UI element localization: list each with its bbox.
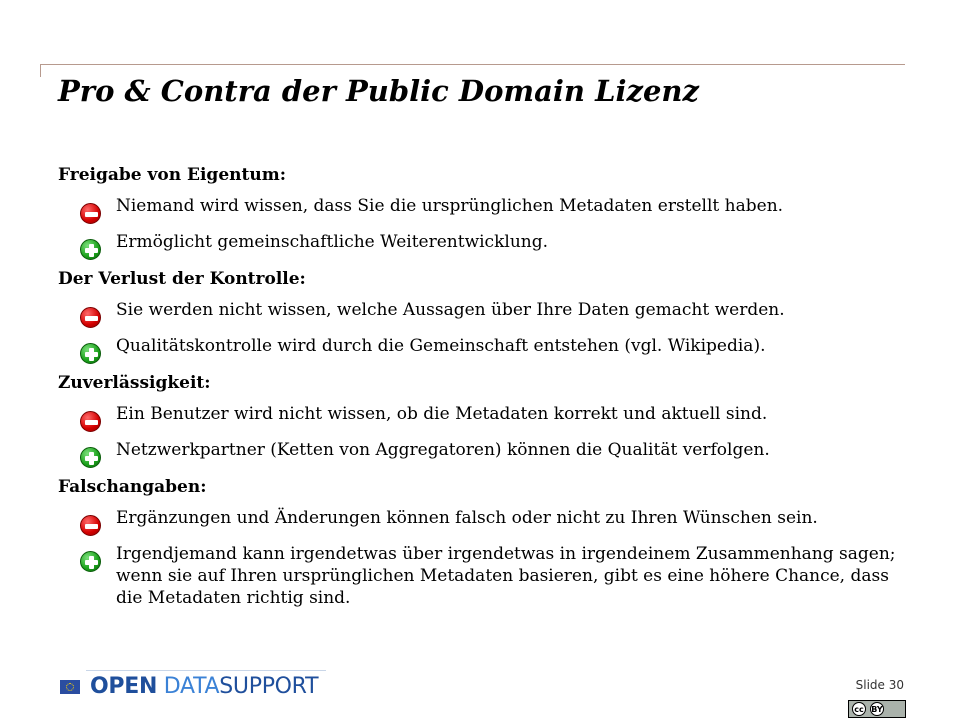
by-icon: BY bbox=[870, 702, 884, 716]
plus-icon bbox=[80, 239, 101, 260]
pro-item bbox=[58, 231, 898, 253]
slide-content bbox=[58, 160, 898, 623]
title-frame-line bbox=[40, 64, 905, 65]
minus-icon bbox=[80, 515, 101, 536]
logo-open: OPEN bbox=[90, 674, 158, 699]
section-heading: Der Verlust der Kontrolle: bbox=[58, 269, 306, 289]
logo-data: DATA bbox=[163, 674, 220, 699]
plus-icon bbox=[80, 551, 101, 572]
title-frame-corner bbox=[40, 64, 41, 77]
slide-title: Pro & Contra der Public Domain Lizenz bbox=[58, 74, 699, 108]
item-text: Sie werden nicht wissen, welche Aussagen über Ihre Daten gemacht werden. bbox=[116, 300, 785, 320]
cc-by-license-badge bbox=[848, 700, 906, 718]
logo-divider bbox=[86, 670, 326, 671]
plus-icon bbox=[80, 447, 101, 468]
cc-icon: cc bbox=[852, 702, 866, 716]
open-data-support-logo bbox=[58, 668, 328, 704]
section-heading: Freigabe von Eigentum: bbox=[58, 165, 286, 185]
minus-icon bbox=[80, 411, 101, 432]
minus-icon bbox=[80, 203, 101, 224]
contra-item bbox=[58, 195, 898, 217]
contra-item bbox=[58, 507, 898, 529]
contra-item bbox=[58, 403, 898, 425]
contra-item bbox=[58, 299, 898, 321]
item-text: Ein Benutzer wird nicht wissen, ob die Metadaten korrekt und aktuell sind. bbox=[116, 404, 768, 424]
pro-item bbox=[58, 335, 898, 357]
slide-number: Slide 30 bbox=[855, 678, 904, 692]
section-heading: Zuverlässigkeit: bbox=[58, 373, 211, 393]
pro-item bbox=[58, 439, 898, 461]
item-text: Ergänzungen und Änderungen können falsch oder nicht zu Ihren Wünschen sein. bbox=[116, 508, 818, 528]
logo-support: SUPPORT bbox=[219, 674, 319, 699]
minus-icon bbox=[80, 307, 101, 328]
pro-item bbox=[58, 543, 898, 609]
item-text: Netzwerkpartner (Ketten von Aggregatoren) können die Qualität verfolgen. bbox=[116, 440, 770, 460]
item-text: Ermöglicht gemeinschaftliche Weiterentwicklung. bbox=[116, 232, 548, 252]
item-text: Niemand wird wissen, dass Sie die ursprünglichen Metadaten erstellt haben. bbox=[116, 196, 784, 216]
section-heading: Falschangaben: bbox=[58, 477, 207, 497]
eu-flag-icon bbox=[60, 680, 80, 694]
item-text: Qualitätskontrolle wird durch die Gemeinschaft entstehen (vgl. Wikipedia). bbox=[116, 336, 766, 356]
plus-icon bbox=[80, 343, 101, 364]
logo-text bbox=[90, 672, 318, 702]
item-text: Irgendjemand kann irgendetwas über irgendetwas in irgendeinem Zusammenhang sagen; wenn sie auf Ihren ursprünglichen Metadaten basieren, gibt es eine höhere Chance, dass die Metadaten richtig sind. bbox=[116, 544, 896, 608]
